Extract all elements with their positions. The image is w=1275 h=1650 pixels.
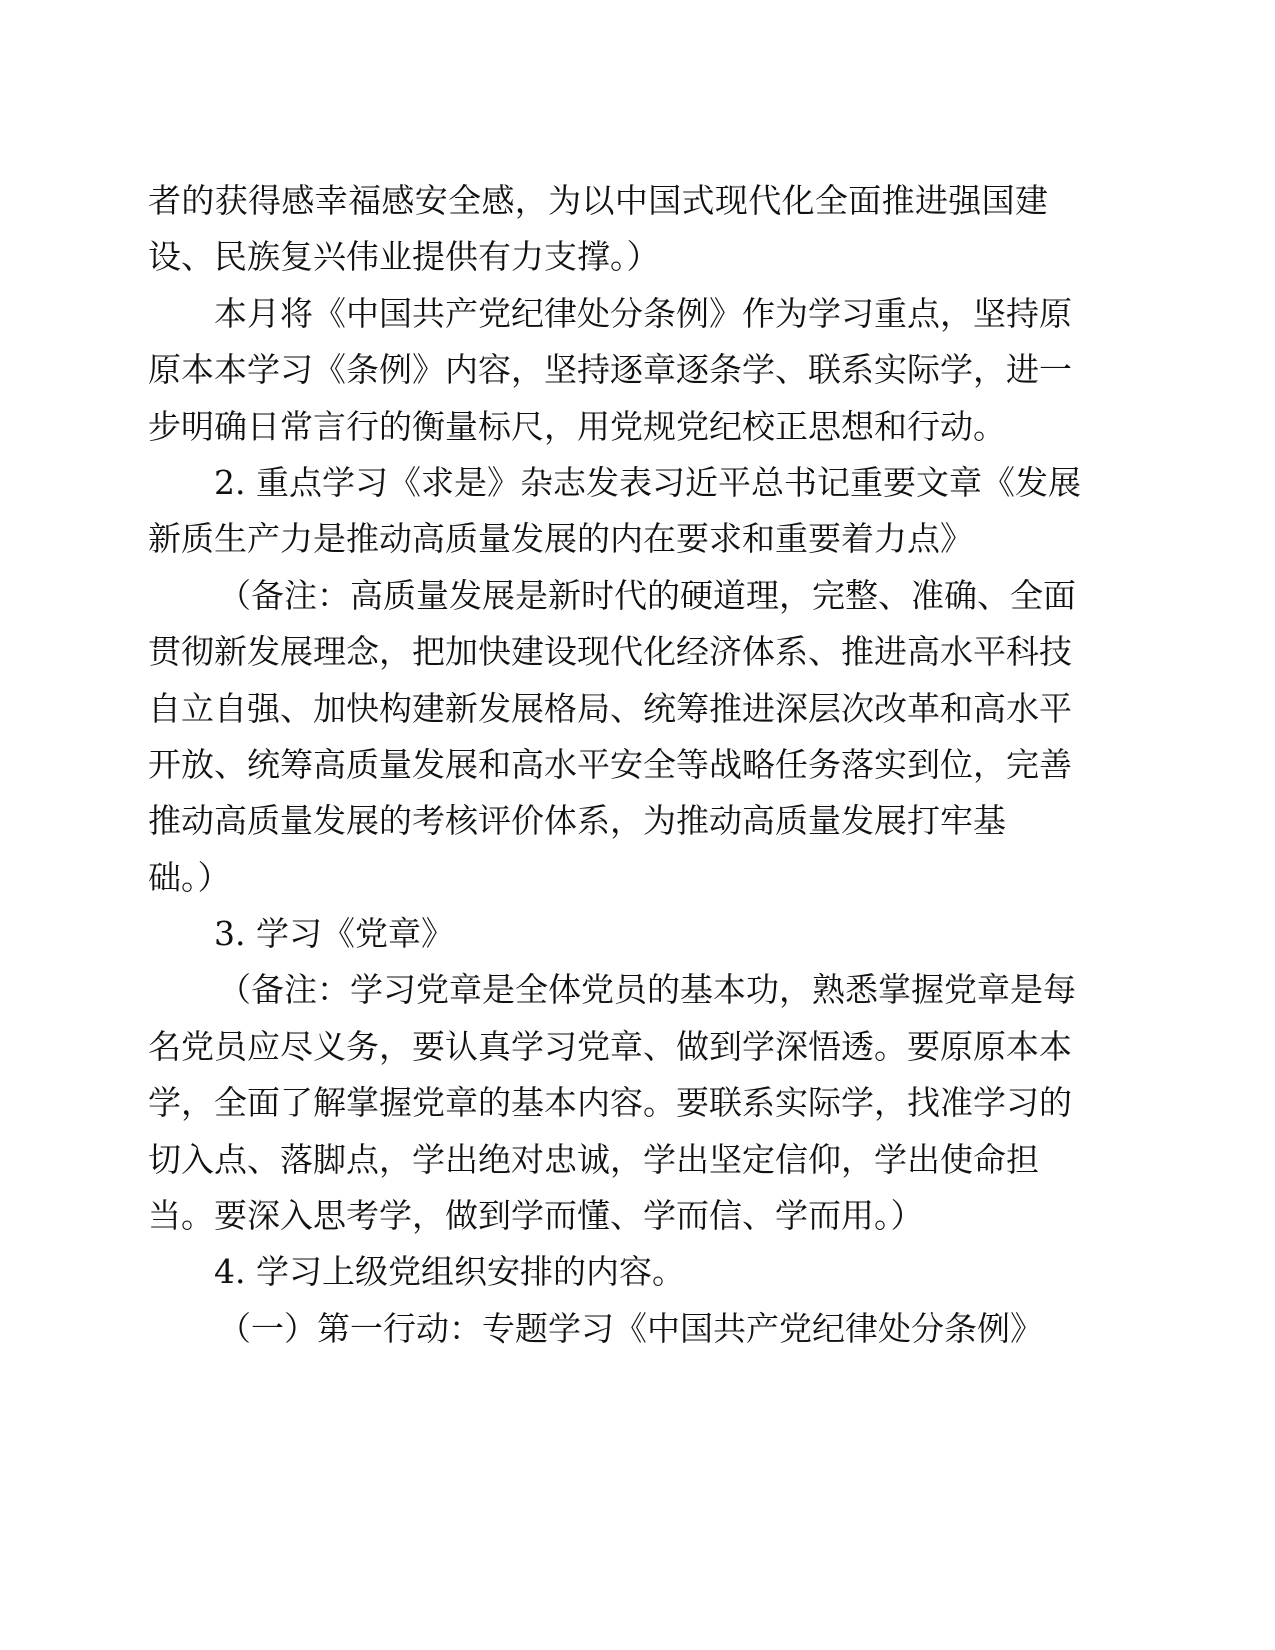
text-line: 设、民族复兴伟业提供有力支撑。） [148, 237, 660, 277]
section-heading: （一）第一行动：专题学习《中国共产党纪律处分条例》 [218, 1308, 1043, 1348]
item-heading-4: 4. 学习上级党组织安排的内容。 [214, 1252, 685, 1292]
text-line: 开放、统筹高质量发展和高水平安全等战略任务落实到位，完善 [148, 744, 1072, 784]
text-line: 当。要深入思考学，做到学而懂、学而信、学而用。） [148, 1196, 924, 1236]
text-line: 切入点、落脚点，学出绝对忠诚，学出坚定信仰，学出使命担 [148, 1139, 1039, 1179]
text-line: 贯彻新发展理念，把加快建设现代化经济体系、推进高水平科技 [148, 632, 1072, 672]
text-line: 础。） [148, 857, 231, 897]
note-start-line: （备注：学习党章是全体党员的基本功，熟悉掌握党章是每 [218, 970, 1076, 1010]
text-line: 原本本学习《条例》内容，坚持逐章逐条学、联系实际学，进一 [148, 350, 1072, 390]
item-heading-3: 3. 学习《党章》 [214, 914, 454, 954]
text-line: 名党员应尽义务，要认真学习党章、做到学深悟透。要原原本本 [148, 1026, 1072, 1066]
text-line: 新质生产力是推动高质量发展的内在要求和重要着力点》 [148, 519, 973, 559]
paragraph-start-line: 本月将《中国共产党纪律处分条例》作为学习重点，坚持原 [214, 293, 1072, 333]
text-line: 自立自强、加快构建新发展格局、统筹推进深层次改革和高水平 [148, 688, 1072, 728]
note-start-line: （备注：高质量发展是新时代的硬道理，完整、准确、全面 [218, 575, 1076, 615]
text-line: 者的获得感幸福感安全感，为以中国式现代化全面推进强国建 [148, 181, 1048, 220]
text-line: 学，全面了解掌握党章的基本内容。要联系实际学，找准学习的 [148, 1083, 1072, 1123]
text-line: 步明确日常言行的衡量标尺，用党规党纪校正思想和行动。 [148, 406, 1006, 446]
item-heading-2: 2. 重点学习《求是》杂志发表习近平总书记重要文章《发展 [214, 462, 1081, 502]
text-line: 推动高质量发展的考核评价体系，为推动高质量发展打牢基 [148, 801, 1006, 841]
document-body [148, 173, 1081, 1357]
